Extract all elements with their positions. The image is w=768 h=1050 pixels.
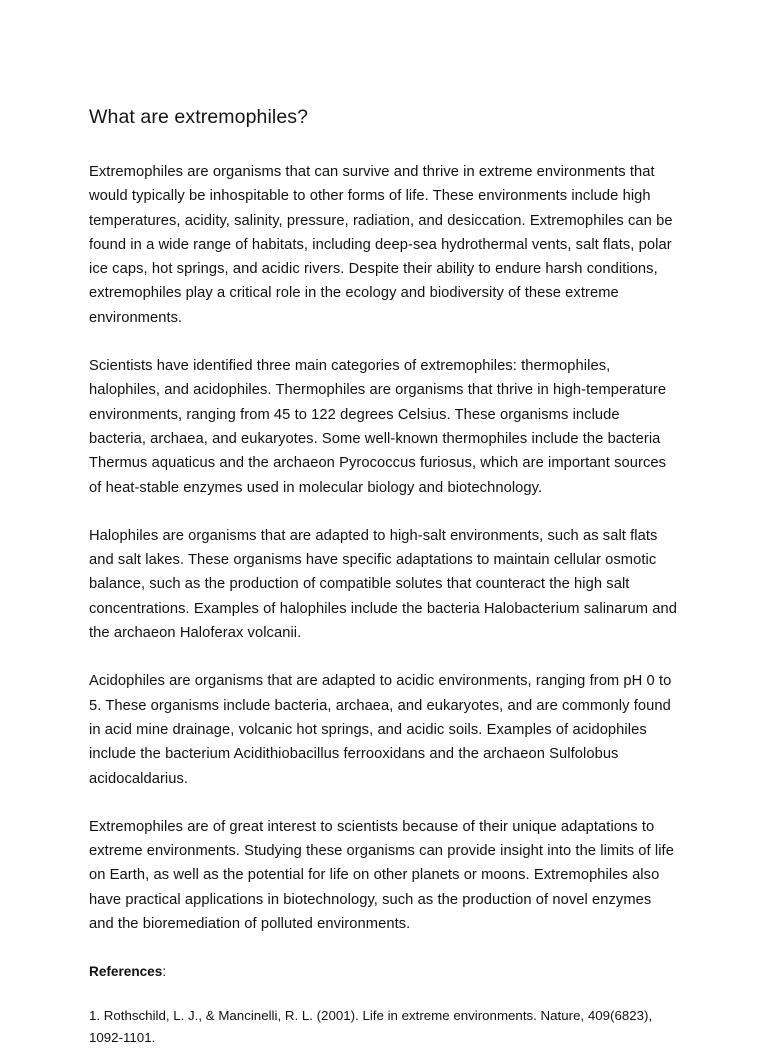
reference-entry: 1. Rothschild, L. J., & Mancinelli, R. L. (2001). Life in extreme environments. Nature, 409(6823), 1092-1101. xyxy=(89,1007,653,1046)
references-heading-colon: : xyxy=(162,964,167,980)
paragraph-halophiles: Halophiles are organisms that are adapted to high-salt environments, such as salt flats and salt lakes. These organisms have specific adaptations to maintain cellular osmotic balance, such as the production of compatible solutes that counteract the high salt concentrations. Examples of halophiles include the bacteria Halobacterium salinarum and the archaeon Haloferax volcanii. xyxy=(89,527,677,642)
references-heading xyxy=(89,960,677,984)
paragraph-significance: Extremophiles are of great interest to scientists because of their unique adaptations to extreme environments. Studying these organisms can provide insight into the limits of life on Earth, as well as the potential for life on other planets or moons. Extremophiles also have practical applications in biotechnology, such as the production of novel enzymes and the bioremediation of polluted environments. xyxy=(89,818,674,933)
paragraph-thermophiles: Scientists have identified three main categories of extremophiles: thermophiles, halophiles, and acidophiles. Thermophiles are organisms that thrive in high-temperature environments, ranging from 45 to 122 degrees Celsius. These organisms include bacteria, archaea, and eukaryotes. Some well-known thermophiles include the bacteria Thermus aquaticus and the archaeon Pyrococcus furiosus, which are important sources of heat-stable enzymes used in molecular biology and biotechnology. xyxy=(89,358,667,496)
paragraph-intro: Extremophiles are organisms that can survive and thrive in extreme environments that would typically be inhospitable to other forms of life. These environments include high temperatures, acidity, salinity, pressure, radiation, and desiccation. Extremophiles can be found in a wide range of habitats, including deep-sea hydrothermal vents, salt flats, polar ice caps, hot springs, and acidic rivers. Despite their ability to endure harsh conditions, extremophiles play a critical role in the ecology and biodiversity of these extreme environments. xyxy=(89,164,673,326)
page-title: What are extremophiles? xyxy=(89,106,309,128)
references-heading-label: References xyxy=(89,964,163,980)
paragraph-acidophiles: Acidophiles are organisms that are adapted to acidic environments, ranging from pH 0 to 5. These organisms include bacteria, archaea, and eukaryotes, and are commonly found in acid mine drainage, volcanic hot springs, and acidic soils. Examples of acidophiles include the bacterium Acidithiobacillus ferrooxidans and the archaeon Sulfolobus acidocaldarius. xyxy=(89,673,672,787)
document-content xyxy=(89,104,677,1050)
